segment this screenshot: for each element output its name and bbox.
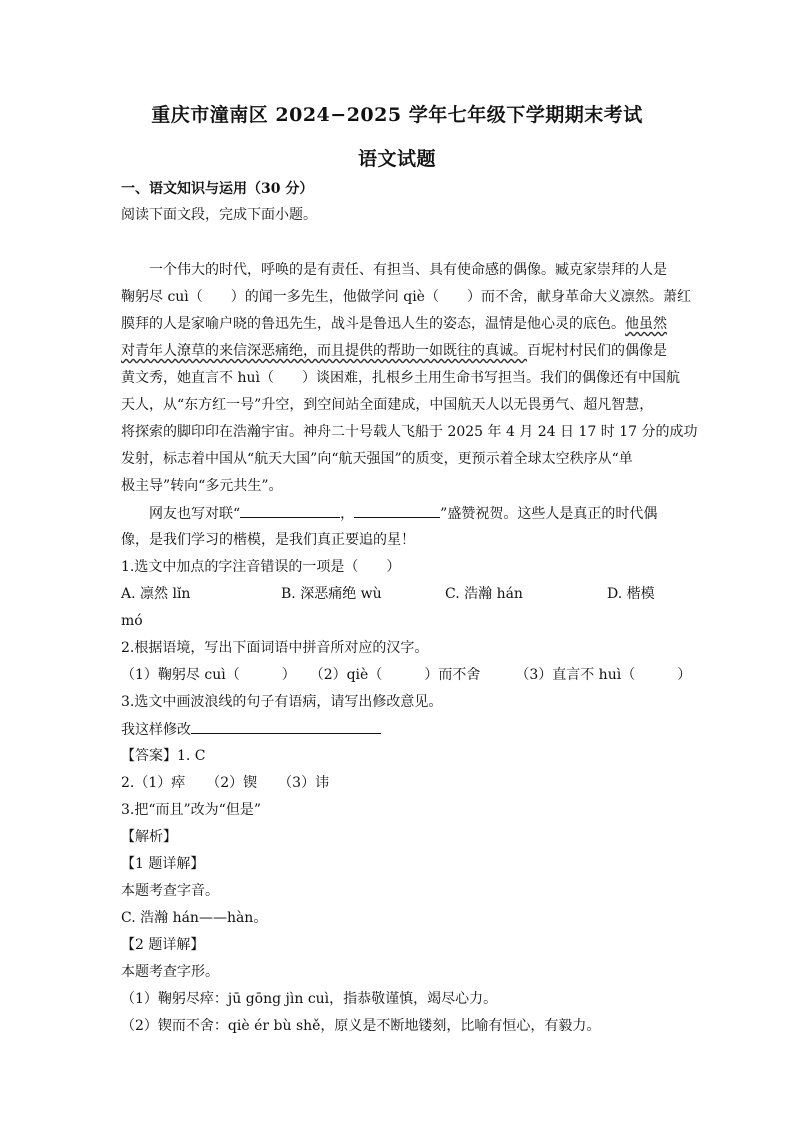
answer-label: 【答案】1. C <box>121 748 206 764</box>
answer-3: 3.把“而且”改为“但是” <box>121 802 261 818</box>
wavy-sentence-part-1: 他虽然 <box>625 316 667 332</box>
couplet-blank-1[interactable] <box>240 503 340 518</box>
couplet-intro: 网友也写对联“ <box>149 506 241 522</box>
passage-line-10 <box>149 503 657 524</box>
q1-option-c: C. 浩瀚 hán <box>445 586 523 602</box>
section-heading: 一、语文知识与运用（30 分） <box>121 181 314 197</box>
question-2-items: （1）鞠躬尽 cuì（ ） （2）qiè（ ）而不舍 （3）直言不 huì（ ） <box>121 667 692 683</box>
passage-line-3 <box>121 314 667 334</box>
q3-answer-line <box>121 719 381 740</box>
question-3: 3.选文中画波浪线的句子有语病，请写出修改意见。 <box>121 694 443 710</box>
passage-line-11: 像，是我们学习的楷模，是我们真正要追的星！ <box>121 532 415 548</box>
passage-line-7: 将探索的脚印印在浩瀚宇宙。神舟二十号载人飞船于 2025 年 4 月 24 日 17 时 17 分的成功 <box>121 424 698 440</box>
question-2: 2.根据语境，写出下面词语中拼音所对应的汉字。 <box>121 640 429 656</box>
couplet-comma: ， <box>340 506 355 522</box>
document-subtitle: 语文试题 <box>357 148 436 170</box>
passage-line-5: 黄文秀，她直言不 huì（ ）谈困难，扎根乡土用生命书写担当。我们的偶像还有中国航 <box>121 370 680 386</box>
q1-option-d: D. 楷模 <box>607 586 655 602</box>
q1-option-a: A. 凛然 lǐn <box>121 586 191 602</box>
q3-answer-blank[interactable] <box>191 719 381 734</box>
passage-line-9: 极主导”转向“多元共生”。 <box>121 478 283 494</box>
passage-line-3-text: 膜拜的人是家喻户晓的鲁迅先生，战斗是鲁迅人生的姿态，温情是他心灵的底色。 <box>121 316 625 332</box>
analysis-1-line-1: 本题考查字音。 <box>121 883 219 899</box>
passage-line-4-text: 百坭村村民们的偶像是 <box>527 343 667 359</box>
answer-2: 2.（1）瘁 （2）锲 （3）讳 <box>121 775 330 791</box>
analysis-2-line-1: 本题考查字形。 <box>121 964 219 980</box>
wavy-sentence-part-2: 对青年人潦草的来信深恶痛绝，而且提供的帮助一如既往的真诚。 <box>121 343 527 359</box>
analysis-1-label: 【1 题详解】 <box>121 856 205 872</box>
analysis-2-label: 【2 题详解】 <box>121 937 205 953</box>
q1-option-d-pinyin: mó <box>121 613 143 629</box>
couplet-outro: ”盛赞祝贺。这些人是真正的时代偶 <box>440 506 658 522</box>
passage-line-1: 一个伟大的时代，呼唤的是有责任、有担当、具有使命感的偶像。臧克家崇拜的人是 <box>149 262 667 278</box>
couplet-blank-2[interactable] <box>354 503 440 518</box>
q3-answer-label: 我这样修改 <box>121 722 191 738</box>
document-title: 重庆市潼南区 2024−2025 学年七年级下学期期末考试 <box>151 104 643 126</box>
question-1: 1.选文中加点的字注音错误的一项是（ ） <box>121 559 401 575</box>
instruction-text: 阅读下面文段，完成下面小题。 <box>121 207 317 223</box>
passage-line-8: 发射，标志着中国从“航天大国”向“航天强国”的质变，更预示着全球太空秩序从“单 <box>121 451 633 467</box>
passage-line-4 <box>121 341 667 361</box>
q1-option-b: B. 深恶痛绝 wù <box>281 586 382 602</box>
analysis-2-line-3: （2）锲而不舍：qiè ér bù shě，原义是不断地镂刻，比喻有恒心，有毅力。 <box>121 1018 601 1034</box>
passage-line-6: 天人，从“东方红一号”升空，到空间站全面建成，中国航天人以无畏勇气、超凡智慧， <box>121 397 654 413</box>
analysis-1-line-2: C. 浩瀚 hán——hàn。 <box>121 910 268 926</box>
passage-line-2: 鞠躬尽 cuì（ ）的闻一多先生，他做学问 qiè（ ）而不舍，献身革命大义凛然。萧红 <box>121 289 691 305</box>
analysis-label: 【解析】 <box>121 829 177 845</box>
analysis-2-line-2: （1）鞠躬尽瘁：jū gōng jìn cuì，指恭敬谨慎，竭尽心力。 <box>121 991 498 1007</box>
